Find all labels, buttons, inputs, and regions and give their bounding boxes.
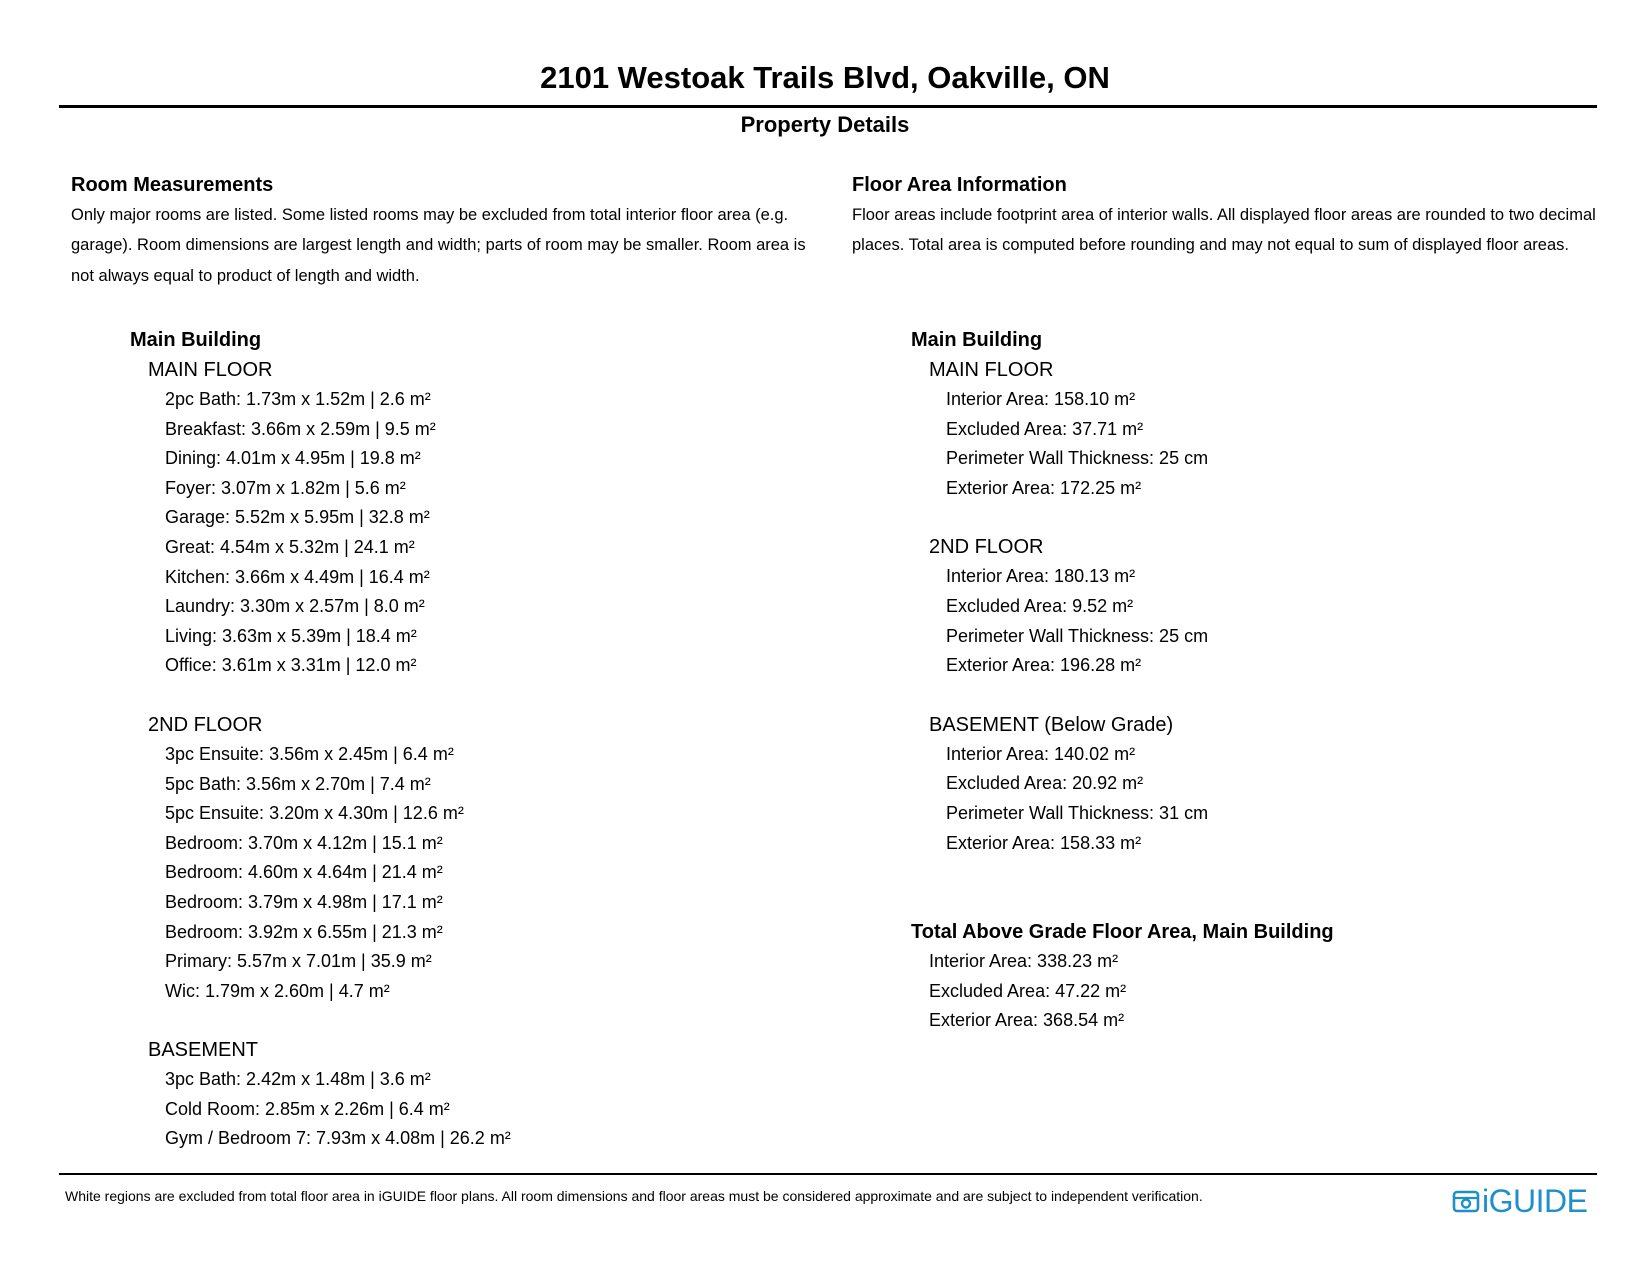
building-heading: Main Building	[130, 329, 262, 351]
total-area-heading: Total Above Grade Floor Area, Main Building	[911, 921, 1334, 944]
area-item: Perimeter Wall Thickness: 25 cm	[946, 625, 1209, 646]
logo-wordmark: iGUIDE	[1482, 1183, 1588, 1219]
floor-heading: MAIN FLOOR	[148, 359, 273, 381]
total-area-block	[911, 917, 1612, 1036]
floor-basement	[130, 1035, 831, 1154]
iguide-logo	[1452, 1184, 1592, 1218]
iguide-camera-icon	[1452, 1187, 1480, 1215]
area-item: Excluded Area: 20.92 m²	[946, 773, 1144, 794]
room-item: Primary: 5.57m x 7.01m | 35.9 m²	[165, 951, 432, 972]
area-main	[911, 355, 1612, 503]
footer-disclaimer: White regions are excluded from total floor area in iGUIDE floor plans. All room dimensions and floor areas must be considered approximate and are subject to independent verification.	[65, 1188, 1203, 1204]
floor-area-heading: Floor Area Information	[852, 174, 1067, 196]
area-item: Exterior Area: 196.28 m²	[946, 655, 1142, 676]
floor-area-section	[852, 170, 1612, 1036]
floor-area-description: Floor areas include footprint area of interior walls. All displayed floor areas are rounded to two decimal places. Total area is computed before rounding and may not equal to sum of displayed floor areas.	[852, 206, 1596, 255]
area-item: Exterior Area: 158.33 m²	[946, 832, 1142, 853]
area-item: Interior Area: 180.13 m²	[946, 566, 1136, 587]
room-item: Garage: 5.52m x 5.95m | 32.8 m²	[165, 507, 430, 528]
building-heading: Main Building	[911, 329, 1043, 351]
area-item: Excluded Area: 37.71 m²	[946, 418, 1144, 439]
floor-heading: 2ND FLOOR	[929, 536, 1044, 559]
room-item: 5pc Bath: 3.56m x 2.70m | 7.4 m²	[165, 773, 431, 794]
room-measurements-description: Only major rooms are listed. Some listed rooms may be excluded from total interior floor area (e.g. garage). Room dimensions are largest length and width; parts of room may be smaller. Room area is not always equal to product of length and width.	[71, 206, 806, 285]
room-item: Bedroom: 3.92m x 6.55m | 21.3 m²	[165, 921, 443, 942]
room-item: Great: 4.54m x 5.32m | 24.1 m²	[165, 536, 415, 557]
room-item: Bedroom: 4.60m x 4.64m | 21.4 m²	[165, 862, 443, 883]
room-item: Bedroom: 3.79m x 4.98m | 17.1 m²	[165, 891, 443, 912]
header-divider	[59, 105, 1597, 108]
area-item: Perimeter Wall Thickness: 31 cm	[946, 802, 1209, 823]
area-2nd	[911, 532, 1612, 680]
area-item: Excluded Area: 9.52 m²	[946, 595, 1134, 616]
room-item: 5pc Ensuite: 3.20m x 4.30m | 12.6 m²	[165, 803, 464, 824]
area-basement	[911, 710, 1612, 858]
room-measurements-heading: Room Measurements	[71, 174, 274, 196]
room-item: 3pc Ensuite: 3.56m x 2.45m | 6.4 m²	[165, 743, 454, 764]
area-item: Interior Area: 158.10 m²	[946, 389, 1136, 409]
room-item: Foyer: 3.07m x 1.82m | 5.6 m²	[165, 477, 406, 498]
floor-heading: BASEMENT	[148, 1039, 259, 1062]
room-measurements-section	[71, 170, 831, 1154]
room-item: Cold Room: 2.85m x 2.26m | 6.4 m²	[165, 1098, 450, 1119]
floor-heading: MAIN FLOOR	[929, 359, 1054, 381]
room-item: 2pc Bath: 1.73m x 1.52m | 2.6 m²	[165, 389, 431, 409]
area-item: Exterior Area: 172.25 m²	[946, 477, 1142, 498]
room-item: Bedroom: 3.70m x 4.12m | 15.1 m²	[165, 832, 443, 853]
room-item: Gym / Bedroom 7: 7.93m x 4.08m | 26.2 m²	[165, 1128, 511, 1149]
room-item: Kitchen: 3.66m x 4.49m | 16.4 m²	[165, 566, 430, 587]
floor-heading: 2ND FLOOR	[148, 713, 263, 736]
room-item: Dining: 4.01m x 4.95m | 19.8 m²	[165, 448, 421, 469]
room-item: Living: 3.63m x 5.39m | 18.4 m²	[165, 625, 417, 646]
room-item: Wic: 1.79m x 2.60m | 4.7 m²	[165, 980, 390, 1001]
floor-2nd	[130, 710, 831, 1006]
total-area-item: Exterior Area: 368.54 m²	[929, 1010, 1125, 1031]
total-area-item: Interior Area: 338.23 m²	[929, 951, 1119, 972]
room-item: Laundry: 3.30m x 2.57m | 8.0 m²	[165, 596, 425, 617]
floor-main	[130, 355, 831, 681]
room-item: Breakfast: 3.66m x 2.59m | 9.5 m²	[165, 418, 436, 439]
page-title: 2101 Westoak Trails Blvd, Oakville, ON	[540, 60, 1110, 95]
area-item: Interior Area: 140.02 m²	[946, 743, 1136, 764]
total-area-item: Excluded Area: 47.22 m²	[929, 980, 1127, 1001]
page-subtitle: Property Details	[740, 112, 910, 137]
footer-divider	[59, 1173, 1597, 1175]
room-item: Office: 3.61m x 3.31m | 12.0 m²	[165, 655, 417, 676]
area-item: Perimeter Wall Thickness: 25 cm	[946, 448, 1209, 469]
room-item: 3pc Bath: 2.42m x 1.48m | 3.6 m²	[165, 1069, 431, 1090]
floor-heading: BASEMENT (Below Grade)	[929, 713, 1174, 736]
